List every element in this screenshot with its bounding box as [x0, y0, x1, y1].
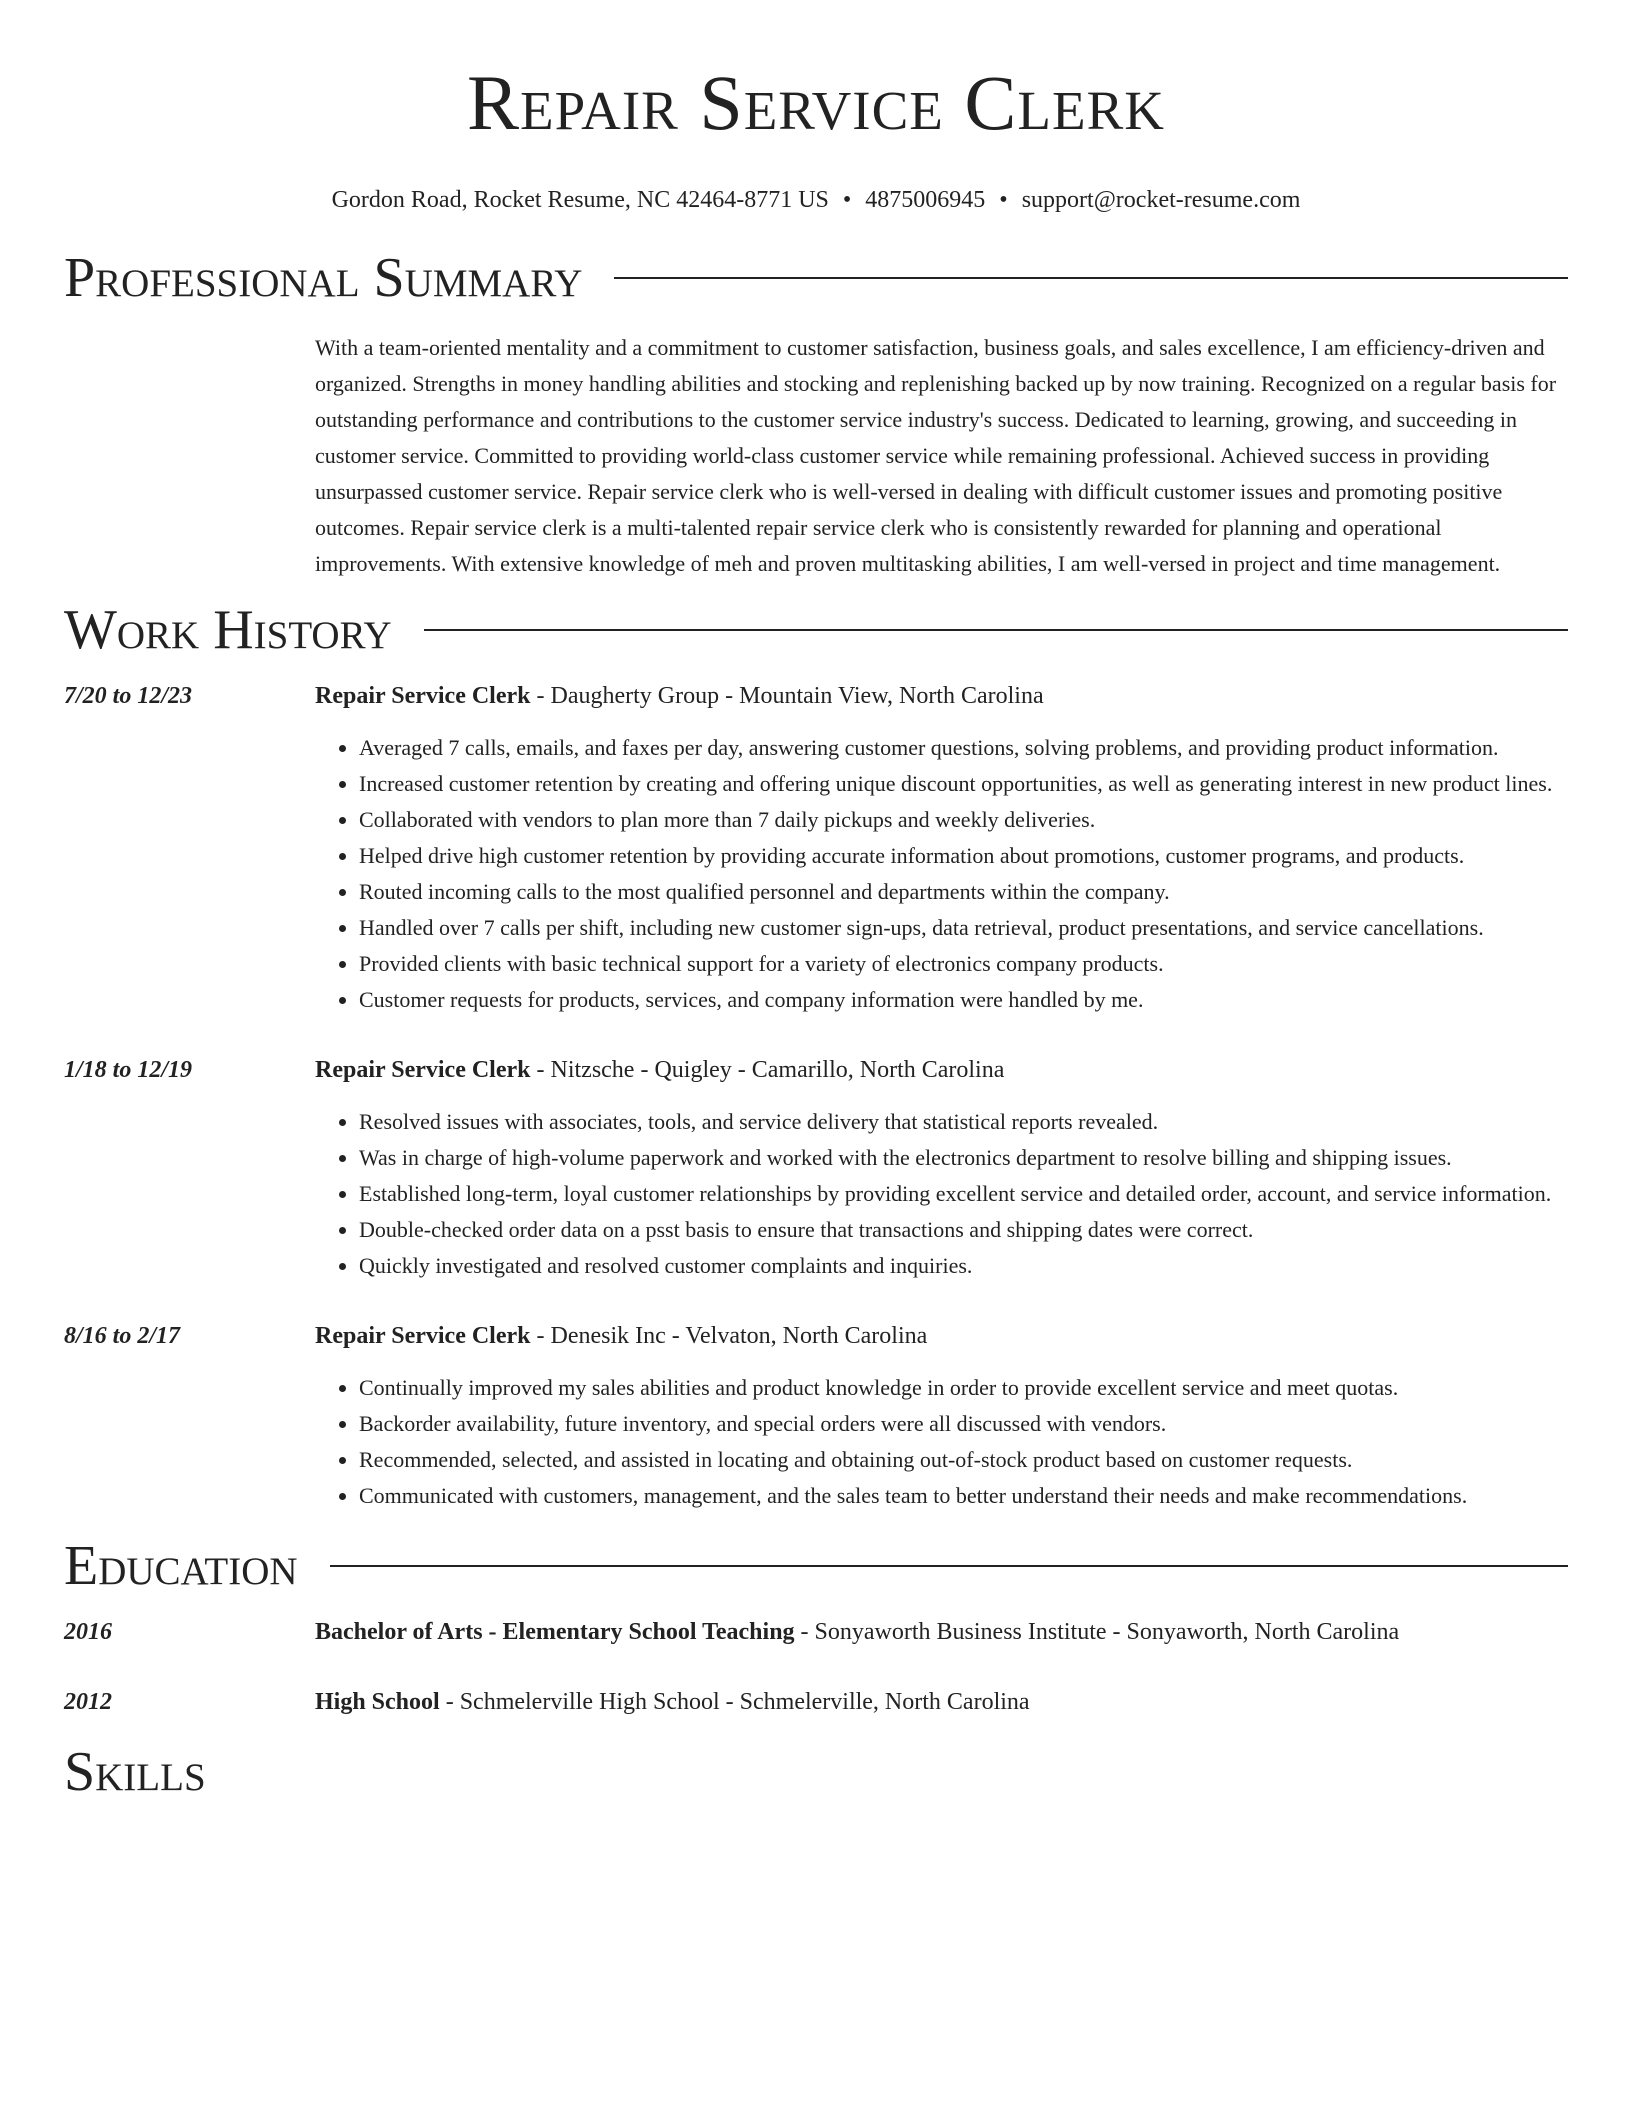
section-title-education: Education [64, 1535, 298, 1597]
job-bullet: • Was in charge of high-volume paperwork and worked with the electronics department to resolve billing and shipping issues. [359, 1140, 1568, 1176]
work-section-header [64, 598, 1568, 662]
job-bullet: • Recommended, selected, and assisted in locating and obtaining out-of-stock product based on customer requests. [359, 1442, 1568, 1478]
education-school: - Sonyaworth Business Institute - Sonyaworth, North Carolina [794, 1619, 1400, 1645]
education-section-header [64, 1534, 1568, 1598]
job-bullet: • Communicated with customers, management, and the sales team to better understand their needs and make recommendations. [359, 1478, 1568, 1514]
education-line [315, 1614, 1399, 1650]
job-entry [64, 1052, 1568, 1284]
job-body [315, 678, 1568, 1018]
job-dates: 8/16 to 2/17 [64, 1323, 181, 1349]
education-line [315, 1684, 1030, 1720]
job-bullet: • Double-checked order data on a psst basis to ensure that transactions and shipping dates were correct. [359, 1212, 1568, 1248]
job-bullet: • Increased customer retention by creating and offering unique discount opportunities, as well as generating interest in new product lines. [359, 766, 1568, 802]
job-bullet: • Helped drive high customer retention by providing accurate information about promotions, customer programs, and products. [359, 838, 1568, 874]
job-title-line [315, 1318, 1568, 1354]
summary-text: With a team-oriented mentality and a commitment to customer satisfaction, business goals, and sales excellence, I am efficiency-driven and organized. Strengths in money handling abilities and stocking and replenishing backed up by now training. Recognized on a regular basis for outstanding performance and contributions to the customer service industry's success. Dedicated to learning, growing, and succeeding in customer service. Committed to providing world-class customer service while remaining professional. Achieved success in providing unsurpassed customer service. Repair service clerk who is well-versed in dealing with difficult customer issues and promoting positive outcomes. Repair service clerk is a multi-talented repair service clerk who is consistently rewarded for planning and operational improvements. With extensive knowledge of meh and proven multitasking abilities, I am well-versed in project and time management. [315, 335, 1557, 576]
job-title-line [315, 1052, 1568, 1088]
section-title-work-history: Work History [64, 599, 392, 661]
contact-separator: • [842, 187, 852, 213]
job-bullet: • Established long-term, loyal customer relationships by providing excellent service and detailed order, account, and service information. [359, 1176, 1568, 1212]
job-dates: 1/18 to 12/19 [64, 1057, 193, 1083]
job-bullet: • Collaborated with vendors to plan more than 7 daily pickups and weekly deliveries. [359, 802, 1568, 838]
job-company: - Denesik Inc - Velvaton, North Carolina [530, 1323, 928, 1349]
job-body [315, 1052, 1568, 1284]
contact-address: Gordon Road, Rocket Resume, NC 42464-8771 US [331, 187, 829, 213]
education-year: 2012 [64, 1689, 112, 1715]
job-bullet: • Continually improved my sales abilities and product knowledge in order to provide excellent service and meet quotas. [359, 1370, 1568, 1406]
job-company: - Daugherty Group - Mountain View, North Carolina [530, 683, 1044, 709]
job-role: Repair Service Clerk [315, 1323, 531, 1349]
job-bullet: • Resolved issues with associates, tools, and service delivery that statistical reports revealed. [359, 1104, 1568, 1140]
job-dates: 7/20 to 12/23 [64, 683, 193, 709]
education-entry [64, 1684, 1568, 1720]
job-bullet: • Quickly investigated and resolved customer complaints and inquiries. [359, 1248, 1568, 1284]
job-bullet: • Provided clients with basic technical support for a variety of electronics company products. [359, 946, 1568, 982]
contact-line [64, 184, 1568, 216]
job-bullet: • Handled over 7 calls per shift, including new customer sign-ups, data retrieval, product presentations, and service cancellations. [359, 910, 1568, 946]
contact-phone: 4875006945 [865, 187, 986, 213]
section-divider [614, 277, 1568, 279]
job-bullets [315, 1370, 1568, 1514]
education-entry [64, 1614, 1568, 1650]
job-bullet: • Customer requests for products, services, and company information were handled by me. [359, 982, 1568, 1018]
job-body [315, 1318, 1568, 1514]
job-bullet: • Routed incoming calls to the most qualified personnel and departments within the company. [359, 874, 1568, 910]
job-bullets [315, 1104, 1568, 1284]
job-entry [64, 1318, 1568, 1514]
summary-section-header [64, 246, 1568, 310]
resume-name: Repair Service Clerk [466, 59, 1166, 146]
job-entry [64, 678, 1568, 1018]
education-degree: Bachelor of Arts - Elementary School Teaching [315, 1619, 795, 1645]
section-title-summary: Professional Summary [64, 247, 583, 309]
section-title-skills: Skills [64, 1741, 206, 1803]
education-year: 2016 [64, 1619, 112, 1645]
job-company: - Nitzsche - Quigley - Camarillo, North Carolina [530, 1057, 1005, 1083]
job-title-line [315, 678, 1568, 714]
job-bullet: • Averaged 7 calls, emails, and faxes per day, answering customer questions, solving problems, and providing product information. [359, 730, 1568, 766]
skills-section-header [64, 1740, 1568, 1804]
section-divider [330, 1565, 1568, 1567]
section-divider [424, 629, 1568, 631]
education-school: - Schmelerville High School - Schmelerville, North Carolina [439, 1689, 1030, 1715]
contact-email: support@rocket-resume.com [1021, 187, 1301, 213]
job-role: Repair Service Clerk [315, 683, 531, 709]
job-role: Repair Service Clerk [315, 1057, 531, 1083]
contact-separator: • [999, 187, 1008, 213]
education-degree: High School [315, 1689, 440, 1715]
job-bullets [315, 730, 1568, 1018]
job-bullet: • Backorder availability, future inventory, and special orders were all discussed with vendors. [359, 1406, 1568, 1442]
